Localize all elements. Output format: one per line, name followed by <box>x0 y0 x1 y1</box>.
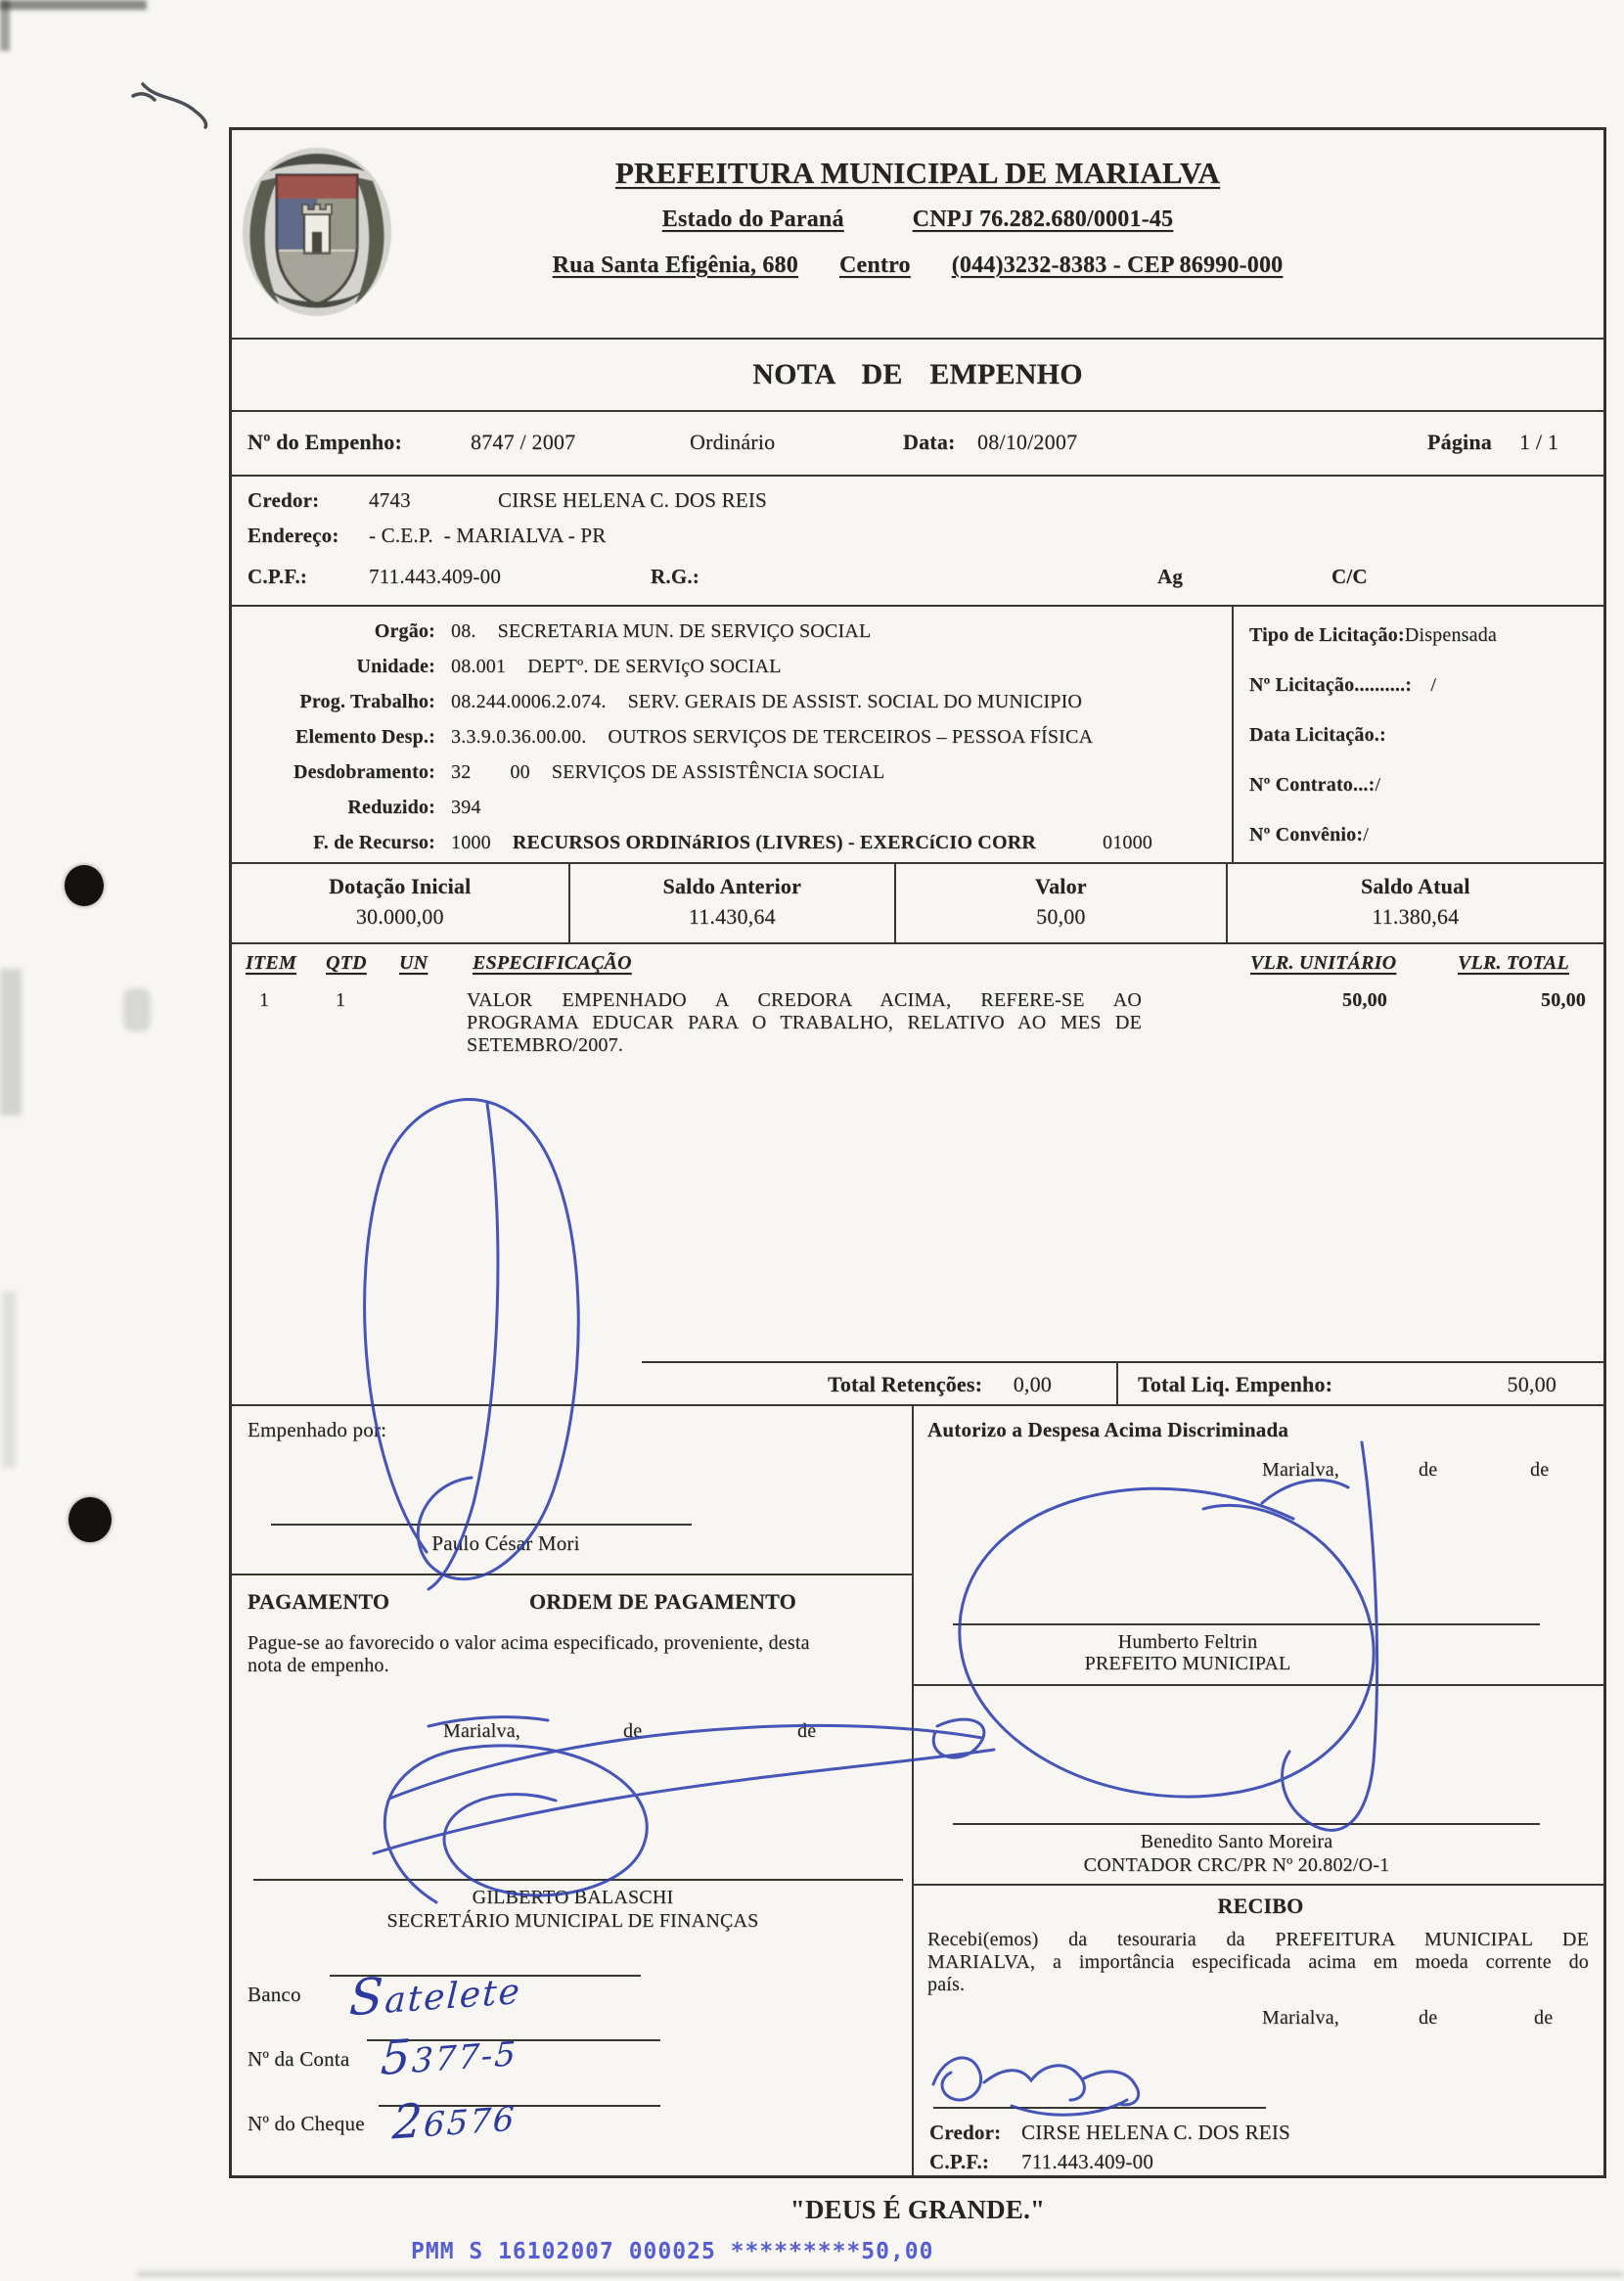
scan-edge-smudge-top <box>0 0 147 10</box>
orgao-label: Orgão: <box>374 620 435 642</box>
endereco-value: - C.E.P. - MARIALVA - PR <box>369 524 607 547</box>
liquido-value: 50,00 <box>1507 1372 1556 1396</box>
dotacao-inicial-value: 30.000,00 <box>355 904 444 929</box>
ag-label: Ag <box>1157 565 1184 588</box>
liquido-label: Total Liq. Empenho: <box>1138 1372 1333 1396</box>
municipality-title: PREFEITURA MUNICIPAL DE MARIALVA <box>614 156 1221 190</box>
recibo-cpf-label: C.P.F.: <box>929 2150 990 2173</box>
recibo-de-2: de <box>1534 2007 1554 2029</box>
convenio-value: / <box>1363 824 1369 845</box>
signature-payment-area <box>232 1406 1603 2175</box>
budget-row-elemento-desp <box>232 726 1232 761</box>
prog-trabalho-label: Prog. Trabalho: <box>299 691 435 712</box>
prog-trabalho-code: 08.244.0006.2.074. <box>451 691 607 712</box>
cpf-label: C.P.F.: <box>248 565 308 588</box>
empenhado-signer-name: Paulo César Mori <box>431 1531 580 1555</box>
elemento-desp-label: Elemento Desp.: <box>295 726 435 748</box>
prog-trabalho-desc: SERV. GERAIS DE ASSIST. SOCIAL DO MUNICIPIO <box>627 691 1083 712</box>
liquido-cell <box>1118 1363 1603 1404</box>
amounts-table <box>232 864 1603 944</box>
empenho-number-label: Nº do Empenho: <box>248 430 402 454</box>
unidade-code: 08.001 <box>451 656 507 677</box>
credor-code: 4743 <box>369 488 411 512</box>
elemento-desp-desc: OUTROS SERVIÇOS DE TERCEIROS – PESSOA FÍSICA <box>608 726 1094 748</box>
conta-label: Nº da Conta <box>248 2047 350 2071</box>
contrato-row <box>1249 774 1596 797</box>
saldo-atual-cell <box>1228 864 1603 942</box>
pagamento-cell <box>232 1575 912 2175</box>
dot-matrix-stamp-line: PMM S 16102007 000025 *********50,00 <box>411 2239 934 2264</box>
licitacao-data-label: Data Licitação.: <box>1249 724 1386 746</box>
saldo-anterior-header: Saldo Anterior <box>662 874 802 898</box>
un-col-header: UN <box>399 952 429 974</box>
saldo-anterior-value: 11.430,64 <box>688 904 776 929</box>
page-label: Página <box>1427 430 1492 454</box>
licitacao-tipo-row <box>1249 624 1596 647</box>
pagamento-de-1: de <box>623 1720 643 1742</box>
contrato-label: Nº Contrato...: <box>1249 774 1376 796</box>
recibo-text <box>927 1929 1589 1996</box>
retencoes-value: 0,00 <box>1013 1372 1052 1396</box>
pagamento-text <box>248 1632 874 1677</box>
autorizo-city: Marialva, <box>1262 1459 1339 1481</box>
cheque-handwritten-value: 26576 <box>390 2094 518 2151</box>
dotacao-inicial-header: Dotação Inicial <box>329 874 472 898</box>
nota-de-empenho-form <box>229 127 1606 2178</box>
conta-handwritten-value: 5377-5 <box>379 2030 519 2087</box>
autorizo-de-2: de <box>1530 1459 1550 1481</box>
licitacao-numero-value: / <box>1430 674 1437 696</box>
state-label: Estado do Paraná <box>661 206 844 232</box>
especificacao-col-header: ESPECIFICAÇÃO <box>473 952 632 974</box>
recibo-title: RECIBO <box>1217 1893 1304 1918</box>
licitacao-data-row <box>1249 724 1596 747</box>
recibo-de-1: de <box>1419 2007 1438 2029</box>
item-row-area <box>232 981 1603 1361</box>
convenio-label: Nº Convênio: <box>1249 824 1364 845</box>
item-description-line-1: VALOR EMPENHADO A CREDORA ACIMA, REFERE-SE AO <box>467 989 1142 1011</box>
pagamento-de-2: de <box>797 1720 817 1742</box>
autorizo-de-1: de <box>1419 1459 1438 1481</box>
item-unit-value: 50,00 <box>1342 989 1387 1011</box>
pagamento-title: PAGAMENTO <box>248 1589 390 1614</box>
district: Centro <box>838 252 911 278</box>
item-description <box>467 981 1244 1057</box>
dotacao-inicial-cell <box>232 864 570 942</box>
motto-text: "DEUS É GRANDE." <box>789 2195 1046 2224</box>
street-address: Rua Santa Efigênia, 680 <box>552 252 798 278</box>
document-title: NOTA DE EMPENHO <box>232 340 1603 412</box>
header-line-2 <box>232 206 1603 233</box>
cc-label: C/C <box>1331 565 1368 588</box>
prefeito-title: PREFEITO MUNICIPAL <box>1084 1653 1291 1674</box>
left-column <box>232 1406 914 2175</box>
rg-label: R.G.: <box>651 565 699 588</box>
convenio-row <box>1249 824 1596 846</box>
budget-row-reduzido <box>232 797 1232 832</box>
pagamento-text-line-2: nota de empenho. <box>248 1655 389 1676</box>
recibo-credor-label: Credor: <box>929 2121 1002 2144</box>
recurso-label: F. de Recurso: <box>313 832 435 853</box>
recibo-signature-line <box>933 2107 1266 2109</box>
budget-left-column <box>232 607 1232 867</box>
desdobramento-code: 32 <box>451 761 472 783</box>
valor-value: 50,00 <box>1036 904 1086 929</box>
recurso-extra-code: 01000 <box>1103 832 1152 853</box>
ordem-pagamento-title: ORDEM DE PAGAMENTO <box>529 1589 796 1614</box>
valor-cell <box>896 864 1228 942</box>
item-description-line-2: PROGRAMA EDUCAR PARA O TRABALHO, RELATIVO AO MES DE <box>467 1012 1142 1033</box>
saldo-atual-header: Saldo Atual <box>1361 874 1470 898</box>
recibo-text-line-2: MARIALVA, a importância especificada acima em moeda corrente do <box>927 1951 1589 1973</box>
item-table-header <box>232 944 1603 981</box>
item-description-line-3: SETEMBRO/2007. <box>467 1034 624 1056</box>
date-value: 08/10/2007 <box>977 430 1078 454</box>
header-line-3 <box>232 252 1603 279</box>
form-header <box>232 130 1603 340</box>
item-total-value: 50,00 <box>1541 989 1586 1011</box>
totals-row <box>232 1361 1603 1406</box>
contrato-value: / <box>1375 774 1381 796</box>
orgao-code: 08. <box>451 620 476 642</box>
recibo-text-line-1: Recebi(emos) da tesouraria da PREFEITURA MUNICIPAL DE <box>927 1929 1589 1950</box>
desdobramento-desc: SERVIÇOS DE ASSISTÊNCIA SOCIAL <box>551 761 885 783</box>
pagamento-text-line-1: Pague-se ao favorecido o valor acima especificado, proveniente, desta <box>248 1632 810 1654</box>
scan-smudge-left-2 <box>2 1292 16 1468</box>
recurso-code: 1000 <box>451 832 491 853</box>
credor-label: Credor: <box>248 488 320 512</box>
autorizo-cell <box>914 1406 1603 1686</box>
unidade-desc: DEPTº. DE SERVIçO SOCIAL <box>527 656 782 677</box>
budget-row-desdobramento <box>232 761 1232 797</box>
contador-title: CONTADOR CRC/PR Nº 20.802/O-1 <box>1083 1854 1390 1876</box>
credor-block <box>232 477 1603 607</box>
licitacao-tipo-label: Tipo de Licitação: <box>1249 624 1405 646</box>
licitacao-numero-row <box>1249 674 1596 697</box>
cpf-value: 711.443.409-00 <box>369 565 502 588</box>
contador-signature-line <box>953 1823 1540 1825</box>
budget-row-orgao <box>232 620 1232 656</box>
banco-handwritten-value: Satelete <box>347 1966 522 2028</box>
budget-row-prog-trabalho <box>232 691 1232 726</box>
endereco-label: Endereço: <box>248 524 339 547</box>
desdobramento-label: Desdobramento: <box>293 761 435 783</box>
reduzido-code: 394 <box>451 797 481 818</box>
cnpj-value: CNPJ 76.282.680/0001-45 <box>912 206 1174 232</box>
recibo-text-line-3: país. <box>927 1974 966 1995</box>
page-value: 1 / 1 <box>1519 430 1559 454</box>
pagamento-city: Marialva, <box>443 1720 520 1742</box>
hole-punch-top <box>65 865 104 906</box>
budget-row-recurso <box>232 832 1232 867</box>
hole-punch-bottom <box>68 1497 112 1542</box>
secretario-name: GILBERTO BALASCHI <box>472 1887 674 1908</box>
reduzido-label: Reduzido: <box>347 797 435 818</box>
scan-smudge-left-1 <box>0 969 22 1116</box>
scan-edge-bottom <box>137 2272 1624 2276</box>
retencoes-label: Total Retenções: <box>828 1372 983 1396</box>
right-column <box>914 1406 1603 2175</box>
autorizo-title: Autorizo a Despesa Acima Discriminada <box>927 1418 1289 1441</box>
prefeito-name: Humberto Feltrin <box>1117 1631 1258 1653</box>
empenhado-por-label: Empenhado por: <box>248 1418 387 1441</box>
coat-of-arms-logo <box>240 142 394 320</box>
banco-label: Banco <box>248 1983 301 2006</box>
unidade-label: Unidade: <box>356 656 435 677</box>
date-label: Data: <box>903 430 956 454</box>
elemento-desp-code: 3.3.9.0.36.00.00. <box>451 726 587 748</box>
budget-row-unidade <box>232 656 1232 691</box>
vlr-total-col-header: VLR. TOTAL <box>1458 952 1569 974</box>
licitacao-column <box>1232 607 1609 862</box>
licitacao-numero-label: Nº Licitação..........: <box>1249 674 1413 696</box>
item-qtd: 1 <box>336 989 346 1011</box>
saldo-atual-value: 11.380,64 <box>1372 904 1460 929</box>
empenhado-signature-line <box>271 1524 692 1526</box>
empenho-number-value: 8747 / 2007 <box>471 430 576 454</box>
contador-cell <box>914 1686 1603 1886</box>
secretario-signature-line <box>253 1879 903 1881</box>
desdobramento-code2: 00 <box>510 761 530 783</box>
empenho-number-row <box>232 412 1603 477</box>
empenho-type: Ordinário <box>690 430 776 454</box>
pen-mark-top-left <box>143 84 206 127</box>
recibo-cell <box>914 1886 1603 2175</box>
valor-header: Valor <box>1035 874 1087 898</box>
recibo-city: Marialva, <box>1262 2007 1339 2029</box>
contador-name: Benedito Santo Moreira <box>1140 1831 1333 1852</box>
phone-cep: (044)3232-8383 - CEP 86990-000 <box>951 252 1284 278</box>
prefeito-signature-line <box>953 1623 1540 1625</box>
credor-name: CIRSE HELENA C. DOS REIS <box>498 488 767 512</box>
orgao-desc: SECRETARIA MUN. DE SERVIÇO SOCIAL <box>497 620 872 642</box>
scan-smudge-left-3 <box>123 988 151 1031</box>
saldo-anterior-cell <box>570 864 897 942</box>
licitacao-tipo-value: Dispensada <box>1404 624 1497 646</box>
recibo-cpf-value: 711.443.409-00 <box>1021 2150 1154 2173</box>
item-un <box>393 981 467 1057</box>
item-col-header: ITEM <box>246 952 296 974</box>
retencoes-cell <box>642 1363 1118 1404</box>
budget-block <box>232 607 1603 864</box>
scan-edge-smudge-corner <box>0 0 10 51</box>
recibo-credor-name: CIRSE HELENA C. DOS REIS <box>1021 2121 1290 2144</box>
empenhado-por-cell <box>232 1406 912 1575</box>
pen-mark-top-left-2 <box>133 94 155 100</box>
vlr-unitario-col-header: VLR. UNITÁRIO <box>1250 952 1397 974</box>
cheque-label: Nº do Cheque <box>248 2112 365 2135</box>
item-number: 1 <box>259 989 270 1011</box>
recurso-desc: RECURSOS ORDINáRIOS (LIVRES) - EXERCíCIO CORR <box>512 832 1036 853</box>
qtd-col-header: QTD <box>326 952 367 974</box>
secretario-title: SECRETÁRIO MUNICIPAL DE FINANÇAS <box>386 1910 759 1932</box>
